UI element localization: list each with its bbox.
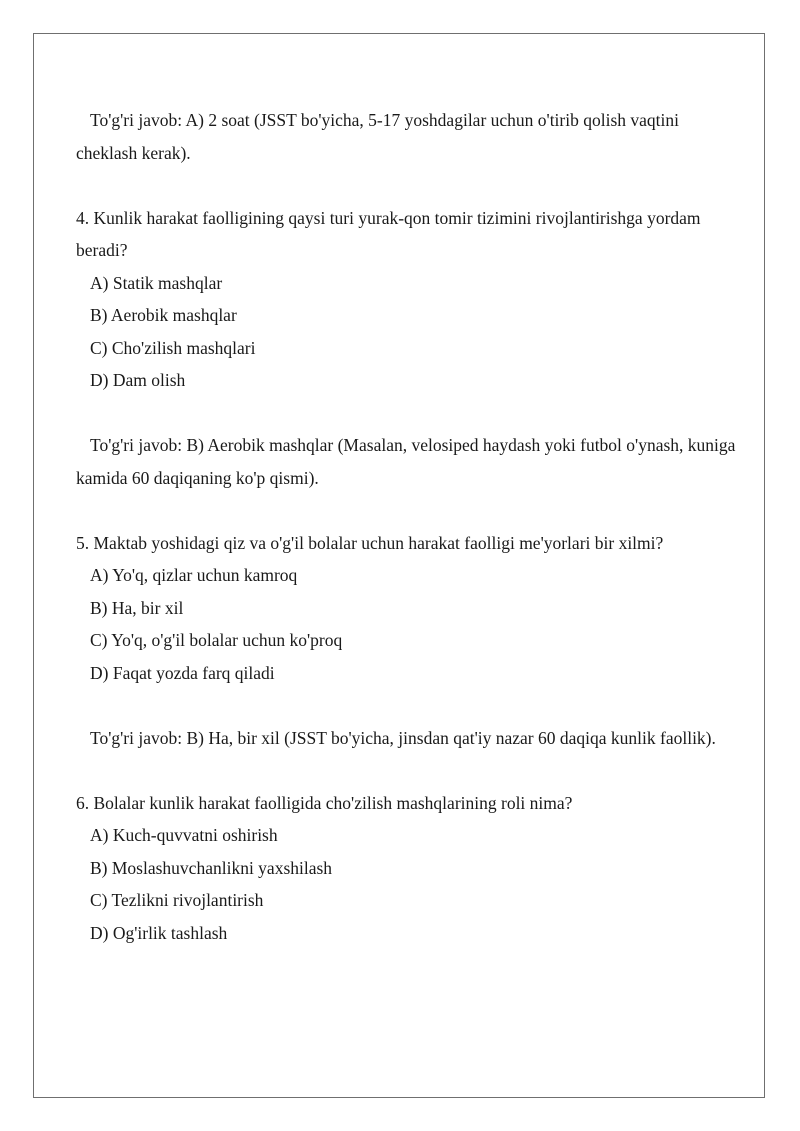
- option-b: B) Ha, bir xil: [90, 597, 184, 618]
- option-a: A) Yo'q, qizlar uchun kamroq: [90, 565, 298, 585]
- spacer: [76, 169, 744, 202]
- option-c: C) Tezlikni rivojlantirish: [90, 890, 264, 910]
- option-d: D) Og'irlik tashlash: [90, 922, 228, 943]
- document-body: [76, 104, 744, 949]
- spacer: [76, 397, 744, 430]
- question-block-6: [76, 787, 744, 950]
- answer-text: To'g'ri javob: B) Ha, bir xil (JSST bo'yicha, jinsdan qat'iy nazar 60 daqiqa kunlik faollik).: [90, 727, 716, 748]
- option-c: C) Cho'zilish mashqlari: [90, 337, 256, 358]
- option-c: C) Yo'q, o'g'il bolalar uchun ko'proq: [90, 630, 343, 650]
- option-a: A) Statik mashqlar: [90, 272, 223, 293]
- answer-q3: To'g'ri javob: A) 2 soat (JSST bo'yicha, 5-17 yoshdagilar uchun o'tirib qolish vaqtini cheklash kerak).: [76, 110, 679, 163]
- option-b: B) Moslashuvchanlikni yaxshilash: [90, 857, 333, 878]
- option-d: D) Dam olish: [90, 370, 186, 390]
- option-b: B) Aerobik mashqlar: [90, 305, 237, 325]
- question-text: 6. Bolalar kunlik harakat faolligida cho'zilish mashqlarining roli nima?: [76, 792, 573, 813]
- spacer: [76, 754, 744, 787]
- question-text: 4. Kunlik harakat faolligining qaysi turi yurak-qon tomir tizimini rivojlantirishga yordam beradi?: [76, 207, 701, 260]
- question-block-5: [76, 527, 744, 755]
- question-block-4: [76, 202, 744, 495]
- spacer: [76, 689, 744, 722]
- option-a: A) Kuch-quvvatni oshirish: [90, 825, 278, 845]
- spacer: [76, 494, 744, 527]
- question-text: 5. Maktab yoshidagi qiz va o'g'il bolalar uchun harakat faolligi me'yorlari bir xilmi?: [76, 532, 664, 553]
- answer-text: To'g'ri javob: B) Aerobik mashqlar (Masalan, velosiped haydash yoki futbol o'ynash, kuniga kamida 60 daqiqaning ko'p qismi).: [76, 435, 736, 488]
- option-d: D) Faqat yozda farq qiladi: [90, 662, 275, 683]
